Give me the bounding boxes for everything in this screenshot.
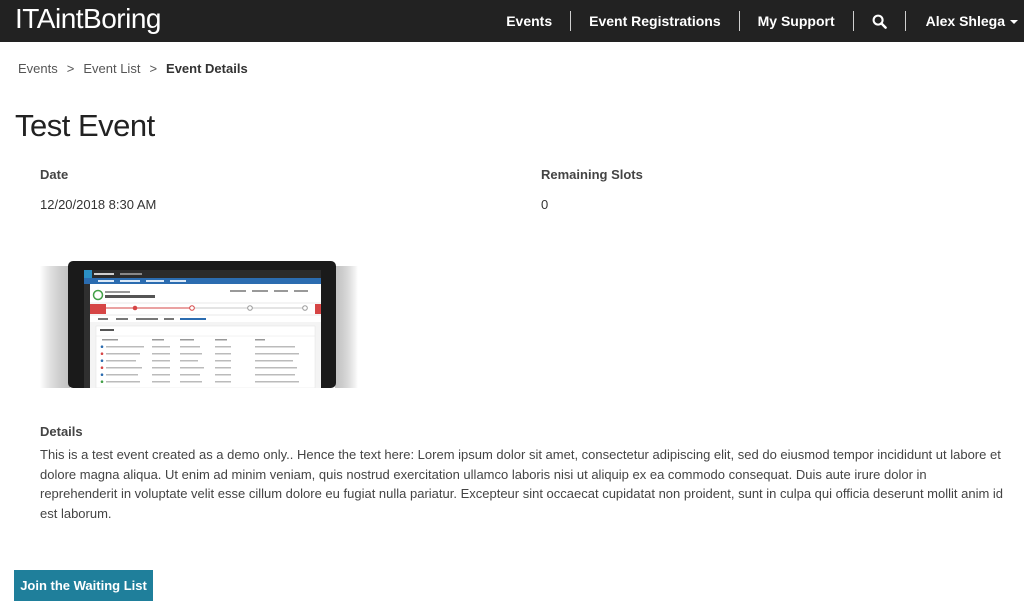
remaining-slots-label: Remaining Slots: [541, 167, 643, 182]
event-image: [40, 246, 358, 388]
breadcrumb: [18, 61, 248, 76]
details-label: Details: [40, 424, 83, 439]
page-title: Test Event: [15, 108, 155, 143]
join-waiting-list-button[interactable]: Join the Waiting List: [14, 570, 153, 601]
search-icon: [872, 14, 887, 29]
breadcrumb-current: Event Details: [166, 61, 248, 76]
nav-item-event-registrations[interactable]: Event Registrations: [589, 13, 721, 29]
breadcrumb-separator: >: [66, 61, 75, 76]
breadcrumb-separator: >: [149, 61, 158, 76]
main-nav: [488, 0, 1024, 42]
user-menu[interactable]: [906, 0, 1024, 42]
nav-item-my-support[interactable]: My Support: [757, 13, 835, 29]
nav-item-events[interactable]: Events: [506, 13, 553, 29]
top-navbar: [0, 0, 1024, 42]
details-text: This is a test event created as a demo only.. Hence the text here: Lorem ipsum dolor sit amet, consectetur adipiscing elit, sed do eiusmod tempor incididunt ut labore et dolore magna aliqua. Ut enim ad minim veniam, quis nostrud exercitation ullamco laboris nisi ut aliquip ex ea commodo consequat. Duis aute irure dolor in reprehenderit in voluptate velit esse cillum dolore eu fugiat nulla pariatur. Excepteur sint occaecat cupidatat non proident, sunt in culpa qui officia deserunt mollit anim id est laborum.: [40, 447, 1004, 521]
date-label: Date: [40, 167, 69, 182]
brand-logo[interactable]: ITAintBoring: [15, 3, 161, 34]
user-name: Alex Shlega: [925, 13, 1005, 29]
search-button[interactable]: [854, 0, 905, 42]
breadcrumb-link-event-list[interactable]: Event List: [83, 61, 141, 76]
date-value: 12/20/2018 8:30 AM: [40, 197, 157, 212]
caret-down-icon: [1010, 20, 1018, 24]
remaining-slots-value: 0: [541, 197, 549, 212]
breadcrumb-link-events[interactable]: Events: [18, 61, 58, 76]
